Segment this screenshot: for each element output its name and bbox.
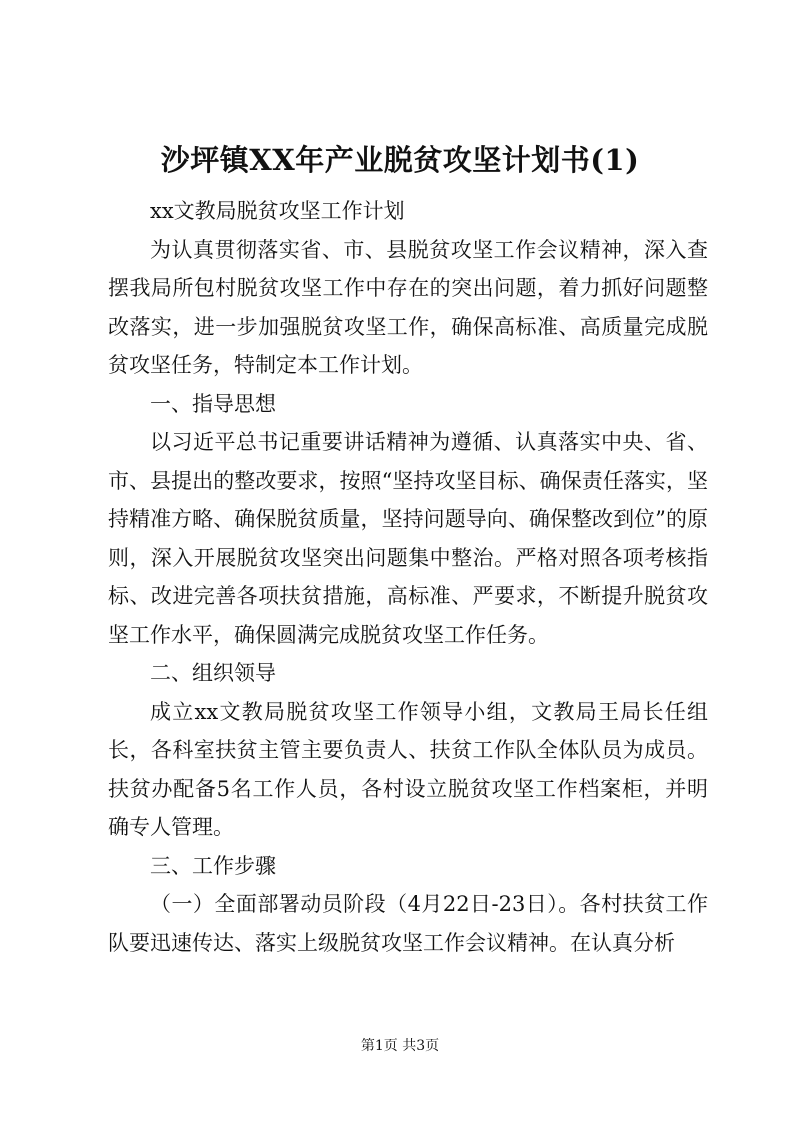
paragraph-subtitle: xx文教局脱贫攻坚工作计划 xyxy=(150,199,405,223)
paragraph-organization: 成立xx文教局脱贫攻坚工作领导小组，文教局王局长任组长，各科室扶贫主管主要负责人、扶贫工作队全体队员为成员。扶贫办配备5名工作人员，各村设立脱贫攻坚工作档案柜，并明确专人管理。 xyxy=(108,699,708,839)
paragraph-guiding-ideology: 以习近平总书记重要讲话精神为遵循、认真落实中央、省、市、县提出的整改要求，按照“坚持攻坚目标、确保责任落实，坚持精准方略、确保脱贫质量，坚持问题导向、确保整改到位”的原则，深入开展脱贫攻坚突出问题集中整治。严格对照各项考核指标、改进完善各项扶贫措施，高标准、严要求，不断提升脱贫攻坚工作水平，确保圆满完成脱贫攻坚工作任务。 xyxy=(108,430,708,647)
section-heading-work-steps: 三、工作步骤 xyxy=(150,853,276,878)
page-number-footer: 第1页 共3页 xyxy=(360,1038,440,1054)
document-body xyxy=(108,192,708,962)
section-heading-guiding-ideology: 一、指导思想 xyxy=(150,391,276,416)
section-heading-organization: 二、组织领导 xyxy=(150,661,276,685)
document-title: 沙坪镇XX年产业脱贫攻坚计划书(1) xyxy=(160,143,640,177)
paragraph-work-steps: （一）全面部署动员阶段（4月22日-23日）。各村扶贫工作队要迅速传达、落实上级脱贫攻坚工作会议精神。在认真分析 xyxy=(108,892,708,955)
paragraph-intro: 为认真贯彻落实省、市、县脱贫攻坚工作会议精神，深入查摆我局所包村脱贫攻坚工作中存在的突出问题，着力抓好问题整改落实，进一步加强脱贫攻坚工作，确保高标准、高质量完成脱贫攻坚任务，特制定本工作计划。 xyxy=(108,237,708,377)
